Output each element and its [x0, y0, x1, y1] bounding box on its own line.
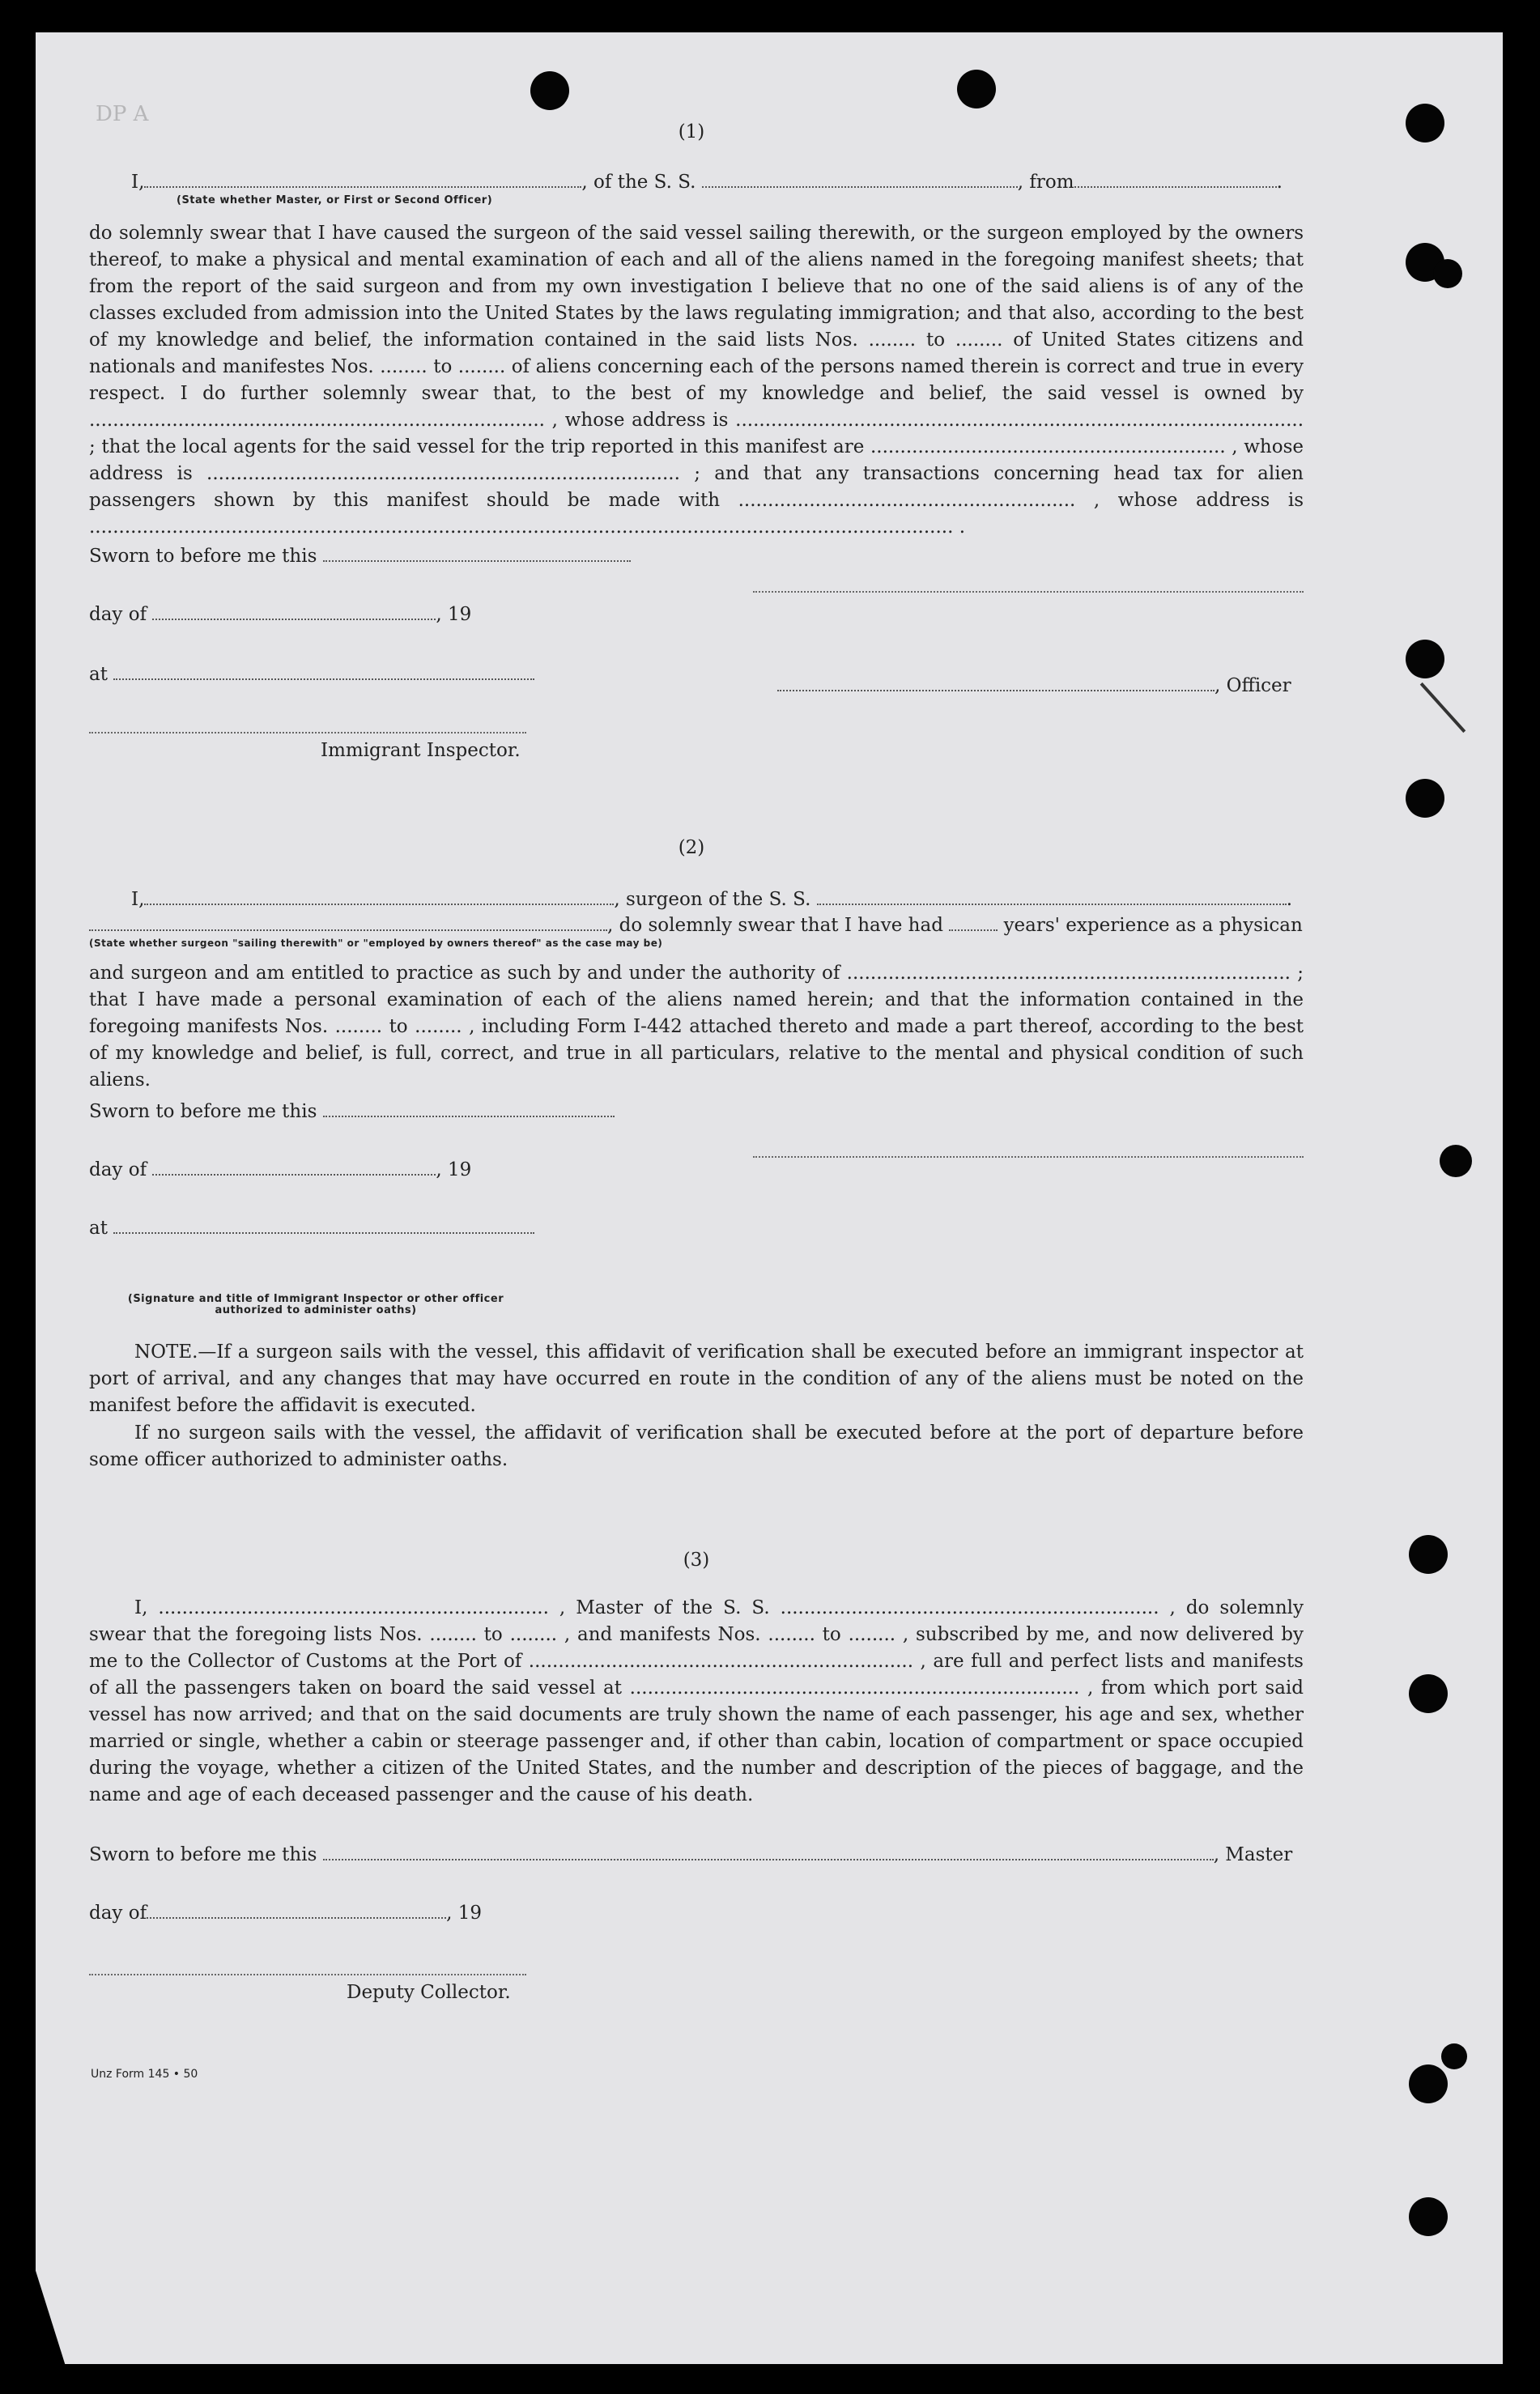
punch-hole: [1433, 259, 1462, 288]
punch-hole: [1406, 104, 1444, 142]
signature-line: [753, 1156, 1304, 1158]
signature-line: [753, 591, 1304, 593]
punch-hole: [1409, 2197, 1448, 2236]
corner-mark: DP A: [96, 102, 149, 126]
section-1-officer: , Officer: [777, 674, 1291, 696]
punch-hole: [1440, 1145, 1472, 1177]
punch-hole: [530, 71, 569, 110]
deputy-line: [89, 1974, 526, 1975]
note-2: If no surgeon sails with the vessel, the affidavit of verification shall be executed before at the port of departure before some officer authorized to administer oaths.: [89, 1422, 1304, 1470]
signature-note: (Signature and title of Immigrant Inspector or other officer authorized to administer oaths): [127, 1293, 504, 1316]
section-2-at: at: [89, 1216, 534, 1239]
section-1-body: do solemnly swear that I have caused the surgeon of the said vessel sailing therewith, or the surgeon employed by the owners thereof, to make a physical and mental examination of each and all of the aliens named in the foregoing manifest sheets; that from the report of the said surgeon and from my own investigation I believe that no one of the said aliens is of any of the classes excluded from admission into the United States by the laws regulating immigration; and that also, according to the best of my knowledge and belief, the information contained in the said lists Nos. ........ to ........ of United States citizens and nationals and manifestes Nos. ........ to ........ of aliens concerning each of the persons named therein is correct and true in every respect. I do further solemnly swear that, to the best of my knowledge and belief, the said vessel is owned by ............................................................................. , whose address is ................................................................................................ ; that the local agents for the said vessel for the trip reported in this manifest are ............................................................ , whose address is ................................................................................ ; and that any transactions concerning head tax for alien passengers shown by this manifest should be made with ......................................................... , whose address is .................................................................................................................................................. .: [89, 223, 1304, 538]
note-1: NOTE.—If a surgeon sails with the vessel, this affidavit of verification shall be executed before an immigrant inspector at port of arrival, and any changes that may have occurred en route in the condition of any of the aliens must be noted on the manifest before the affidavit is executed.: [89, 1342, 1304, 1416]
punch-hole: [1409, 2064, 1448, 2103]
punch-hole: [1409, 1674, 1448, 1713]
inspector-line: [89, 732, 526, 734]
section-1-oath-line: I, , of the S. S. , from .: [131, 172, 1283, 193]
section-2-line2: , do solemnly swear that I have had years' experience as a physican: [89, 913, 1303, 936]
officer-note: (State whether Master, or First or Second Officer): [177, 194, 493, 206]
punch-hole: [1441, 2043, 1467, 2069]
section-2-body: and surgeon and am entitled to practice as such by and under the authority of ........................................................................... ; that I have made a personal examination of each of the aliens named herein; and that the information contained in the foregoing manifests Nos. ........ to ........ , including Form I-442 attached thereto and made a part thereof, according to the best of my knowledge and belief, is full, correct, and true in all particulars, relative to the mental and physical condition of such aliens.: [89, 963, 1304, 1091]
section-1-day: day of , 19: [89, 604, 472, 625]
section-1-number: (1): [678, 121, 705, 142]
section-2-day: day of , 19: [89, 1159, 472, 1180]
section-3-day: day of , 19: [89, 1903, 482, 1924]
section-3-sworn: Sworn to before me this , Master: [89, 1844, 1293, 1865]
section-2-number: (2): [678, 837, 705, 858]
immigrant-inspector: Immigrant Inspector.: [321, 740, 521, 761]
section-1-at: at: [89, 662, 534, 685]
section-1-sworn: Sworn to before me this: [89, 544, 631, 567]
surgeon-note: (State whether surgeon "sailing therewith" or "employed by owners thereof" as the case may be): [89, 938, 663, 949]
punch-hole: [1406, 779, 1444, 818]
form-number: Unz Form 145 • 50: [91, 2068, 198, 2081]
section-3-body: I, .................................................................. , Master of the S. S. ................................................................ , do solemnly swear that the foregoing lists Nos. ........ to ........ , and manifests Nos. ........ to ........ , subscribed by me, and now delivered by me to the Collector of Customs at the Port of ................................................................. , are full and perfect lists and manifests of all the passengers taken on board the said vessel at ............................................................................ , from which port said vessel has now arrived; and that on the said documents are truly shown the name of each passenger, his age and sex, whether married or single, whether a cabin or steerage passenger and, if other than cabin, location of compartment or space occupied during the voyage, whether a citizen of the United States, and the number and description of the pieces of baggage, and the name and age of each deceased passenger and the cause of his death.: [89, 1597, 1304, 1805]
section-2-sworn: Sworn to before me this: [89, 1099, 615, 1122]
punch-hole: [957, 70, 996, 108]
punch-hole: [1406, 640, 1444, 678]
section-3-number: (3): [683, 1550, 710, 1571]
punch-hole: [1409, 1535, 1448, 1574]
section-2-line1: I, , surgeon of the S. S. .: [131, 889, 1293, 910]
deputy-collector: Deputy Collector.: [347, 1982, 511, 2003]
